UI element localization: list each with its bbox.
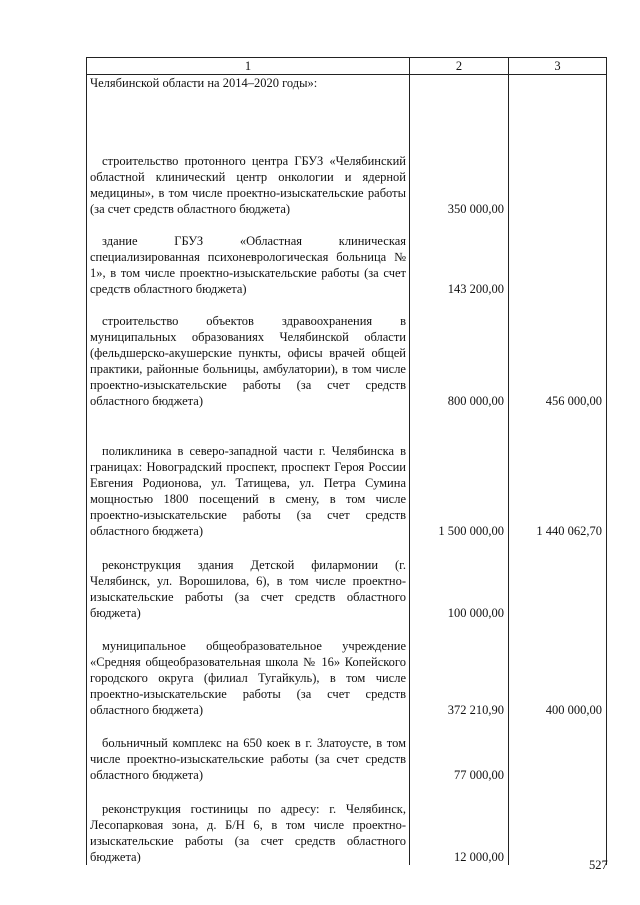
row-value-col3 — [509, 217, 607, 297]
row-value-col3 — [509, 783, 607, 865]
budget-table — [86, 57, 607, 865]
row-value-col3: 1 440 062,70 — [509, 409, 607, 539]
row-description: строительство объектов здравоохранения в муниципальных образованиях Челябинской области (фельдшерско-акушерские пункты, офисы врачей общей практики, районные больницы, амбулатории), в том числе проектно-изыскательские работы (за счет средств областного бюджета) — [87, 297, 410, 409]
row-value-col2: 350 000,00 — [410, 107, 509, 217]
row-description: поликлиника в северо-западной части г. Челябинска в границах: Новоградский проспект, проспект Героя России Евгения Родионова, ул. Татищева, ул. Петра Сумина мощностью 1800 посещений в смену, в том числе проектно-изыскательские работы (за счет средств областного бюджета) — [87, 409, 410, 539]
row-description: реконструкция гостиницы по адресу: г. Челябинск, Лесопарковая зона, д. Б/Н 6, в том числе проектно-изыскательские работы (за счет средств областного бюджета) — [87, 783, 410, 865]
row-description: муниципальное общеобразовательное учреждение «Средняя общеобразовательная школа № 16» Копейского городского округа (филиал Тугайкуль), в том числе проектно-изыскательские работы (за счет средств областного бюджета) — [87, 621, 410, 718]
column-header-1: 1 — [87, 58, 410, 75]
row-value-col2: 800 000,00 — [410, 297, 509, 409]
row-value-col3: 400 000,00 — [509, 621, 607, 718]
row-description: больничный комплекс на 650 коек в г. Златоусте, в том числе проектно-изыскательские работы (за счет средств областного бюджета) — [87, 718, 410, 783]
table-header-row — [87, 58, 607, 75]
row-value-col2: 372 210,90 — [410, 621, 509, 718]
row-value-col2: 100 000,00 — [410, 539, 509, 621]
table-row — [87, 217, 607, 297]
row-value-col3 — [509, 107, 607, 217]
row-value-col2: 143 200,00 — [410, 217, 509, 297]
row-value-col3 — [509, 718, 607, 783]
row-value-col3: 456 000,00 — [509, 297, 607, 409]
column-header-3: 3 — [509, 58, 607, 75]
row-description: строительство протонного центра ГБУЗ «Челябинский областной клинический центр онкологии и ядерной медицины», в том числе проектно-изыскательские работы (за счет средств областного бюджета) — [87, 107, 410, 217]
row-value-col2: 12 000,00 — [410, 783, 509, 865]
row-value-col2: 77 000,00 — [410, 718, 509, 783]
intro-text: Челябинской области на 2014–2020 годы»: — [87, 75, 410, 107]
table-row — [87, 409, 607, 539]
row-value-col3 — [509, 539, 607, 621]
table-row — [87, 107, 607, 217]
table-intro-row — [87, 75, 607, 107]
row-description: реконструкция здания Детской филармонии (г. Челябинск, ул. Ворошилова, 6), в том числе проектно-изыскательские работы (за счет средств областного бюджета) — [87, 539, 410, 621]
table-row — [87, 621, 607, 718]
row-value-col2: 1 500 000,00 — [410, 409, 509, 539]
table-row — [87, 297, 607, 409]
table-row — [87, 539, 607, 621]
row-description: здание ГБУЗ «Областная клиническая специализированная психоневрологическая больница № 1», в том числе проектно-изыскательские работы (за счет средств областного бюджета) — [87, 217, 410, 297]
table-row — [87, 718, 607, 783]
table-row — [87, 783, 607, 865]
page-number: 527 — [589, 858, 608, 872]
column-header-2: 2 — [410, 58, 509, 75]
